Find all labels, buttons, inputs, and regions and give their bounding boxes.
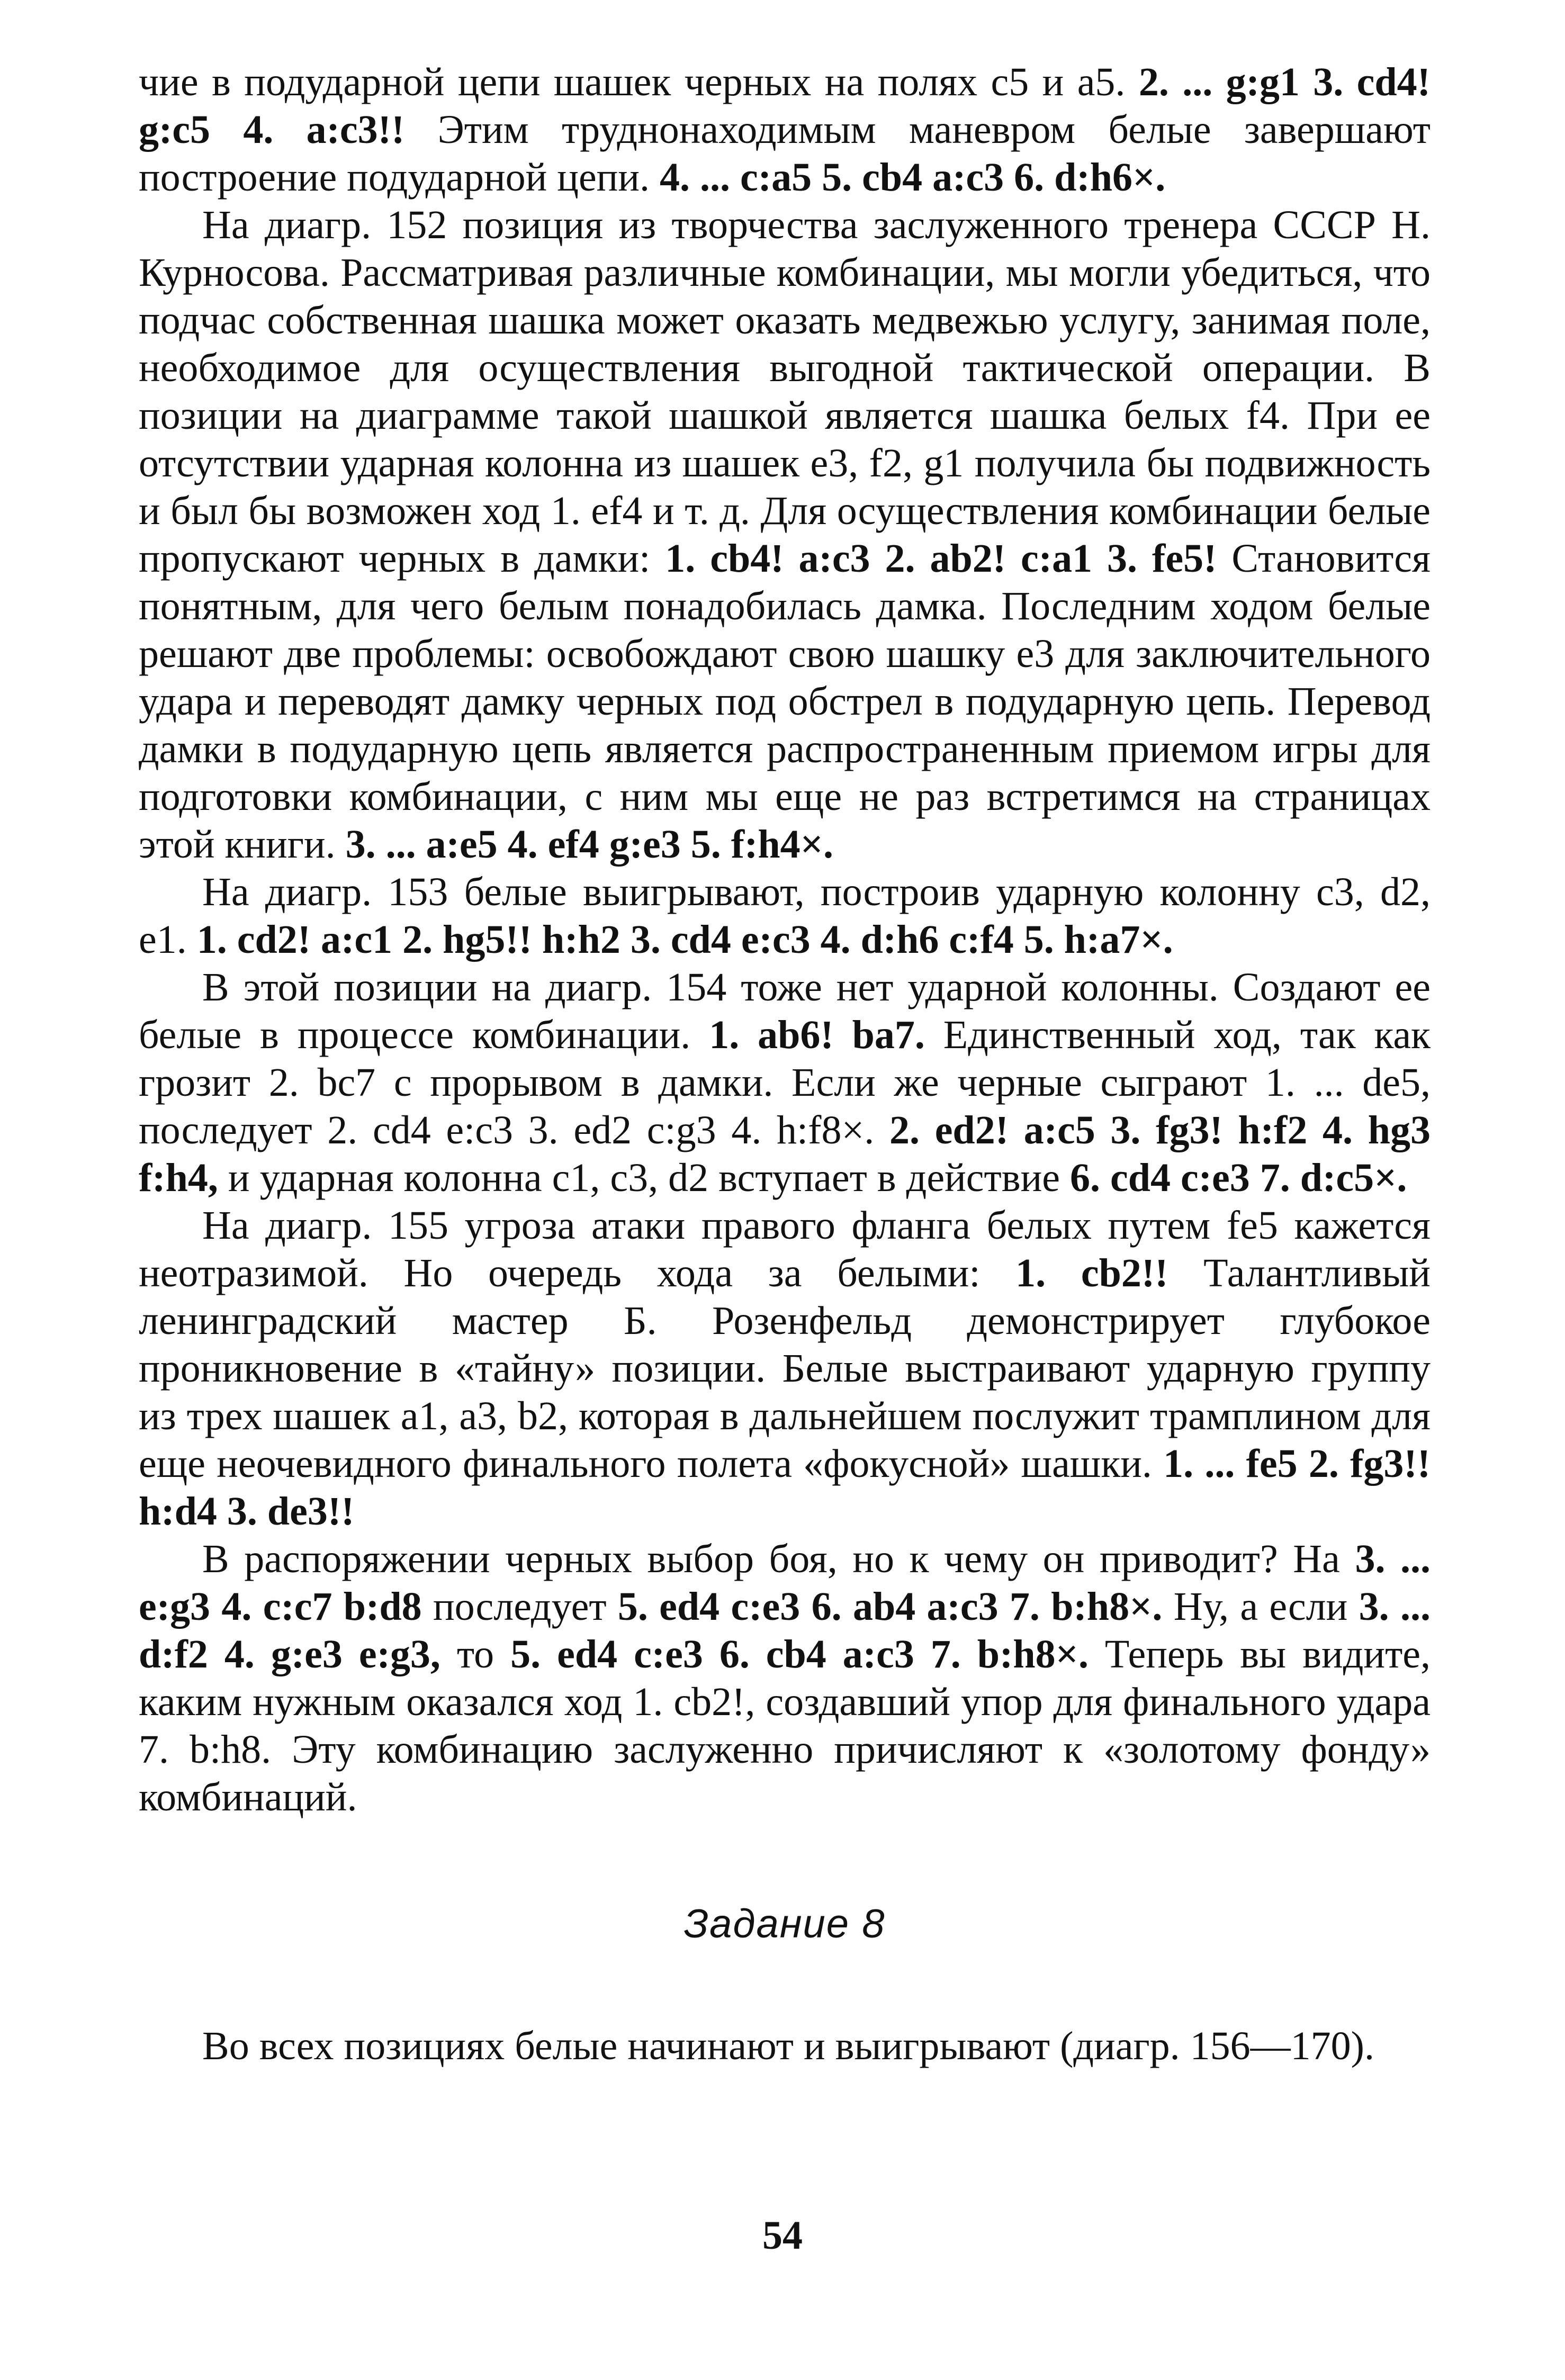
text-run: На диагр. 155 угроза атаки правого фланга белых путем fe5 кажется неотразимой. Но очередь хода за белыми: — [139, 1203, 1431, 1295]
move-notation: 3. ... a:e5 4. ef4 g:e3 5. f:h4×. — [345, 822, 833, 867]
paragraph — [139, 1535, 1431, 1821]
move-notation: 1. cd2! a:c1 2. hg5!! h:h2 3. cd4 e:c3 4. d:h6 c:f4 5. h:a7×. — [196, 917, 1173, 962]
task-title: Задание 8 — [683, 1901, 886, 1946]
text-run: последует — [421, 1584, 618, 1629]
text-run: Теперь вы видите, каким нужным оказался ход 1. cb2!, создавший упор для финального удара 7. b:h8. Эту комбинацию заслуженно причисляют к «золотому фонду» комбинаций. — [139, 1632, 1431, 1819]
move-notation: 5. ed4 c:e3 6. cb4 a:c3 7. b:h8×. — [510, 1632, 1089, 1676]
paragraph — [139, 1202, 1431, 1535]
move-notation: 5. ed4 c:e3 6. ab4 a:c3 7. b:h8×. — [617, 1584, 1163, 1629]
move-notation: 1. ab6! ba7. — [709, 1013, 925, 1057]
task-text: Во всех позициях белые начинают и выигрывают (диагр. 156—170). — [202, 2024, 1374, 2068]
text-run: и ударная колонна с1, с3, d2 вступает в действие — [218, 1156, 1070, 1200]
text-run: то — [440, 1632, 511, 1676]
paragraphs — [139, 58, 1431, 1821]
move-notation: 1. cb2!! — [1015, 1251, 1168, 1295]
text-run: чие в подударной цепи шашек черных на полях с5 и а5. — [139, 60, 1139, 104]
move-notation: 2. ed2! a:c5 3. fg3! h:f2 4. hg3 f:h4, — [139, 1108, 1431, 1200]
text-run: На диагр. 152 позиция из творчества заслуженного тренера СССР Н. Курносова. Рассматривая различные комбинации, мы могли убедиться, что подчас собственная шашка может оказать медвежью услугу, занимая поле, необходимое для осуществления выгодной тактической операции. В позиции на диаграмме такой шашкой является шашка белых f4. При ее отсутствии ударная колонна из шашек е3, f2, g1 получила бы подвижность и был бы возможен ход 1. ef4 и т. д. Для осуществления комбинации белые пропускают черных в дамки: — [139, 203, 1431, 581]
text-run: В распоряжении черных выбор боя, но к чему он приводит? На — [202, 1537, 1355, 1581]
text-run: На диагр. 153 белые выигрывают, построив ударную колонну с3, d2, е1. — [139, 870, 1431, 962]
page-number: 54 — [762, 2213, 803, 2258]
text-run: Единственный ход, так как грозит 2. bc7 с прорывом в дамки. Если же черные сыграют 1. ... de5, последует 2. cd4 e:c3 3. ed2 c:g3 4. h:f8×. — [139, 1013, 1431, 1152]
text-run: Этим труднонаходимым маневром белые завершают построение подударной цепи. — [139, 107, 1431, 200]
text-run: Становится понятным, для чего белым понадобилась дамка. Последним ходом белые решают две проблемы: освобождают свою шашку е3 для заключительного удара и переводят дамку черных под обстрел в подударную цепь. Перевод дамки в подударную цепь является распространенным приемом игры для подготовки комбинации, с ним мы еще не раз встретимся на страницах этой книги. — [139, 536, 1431, 867]
paragraph — [139, 868, 1431, 963]
move-notation: 1. ... fe5 2. fg3!! h:d4 3. de3!! — [139, 1441, 1431, 1534]
paragraph — [139, 58, 1431, 201]
move-notation: 3. ... d:f2 4. g:e3 e:g3, — [139, 1584, 1431, 1676]
move-notation: 1. cb4! a:c3 2. ab2! c:a1 3. fe5! — [665, 536, 1217, 581]
paragraph — [139, 963, 1431, 1202]
text-run: Талантливый ленинградский мастер Б. Розенфельд демонстрирует глубокое проникновение в «тайну» позиции. Белые выстраивают ударную группу из трех шашек а1, а3, b2, которая в дальнейшем послужит трамплином для еще неочевидного финального полета «фокусной» шашки. — [139, 1251, 1431, 1486]
move-notation: 6. cd4 c:e3 7. d:c5×. — [1070, 1156, 1407, 1200]
move-notation: 4. ... c:a5 5. cb4 a:c3 6. d:h6×. — [660, 155, 1166, 200]
text-run: Ну, а если — [1162, 1584, 1359, 1629]
move-notation: 3. ... e:g3 4. c:c7 b:d8 — [139, 1537, 1431, 1629]
page-body — [139, 58, 1431, 2070]
move-notation: 2. ... g:g1 3. cd4! g:c5 4. a:c3!! — [139, 60, 1431, 152]
text-run: В этой позиции на диагр. 154 тоже нет ударной колонны. Создают ее белые в процессе комбинации. — [139, 965, 1431, 1057]
paragraph — [139, 201, 1431, 868]
